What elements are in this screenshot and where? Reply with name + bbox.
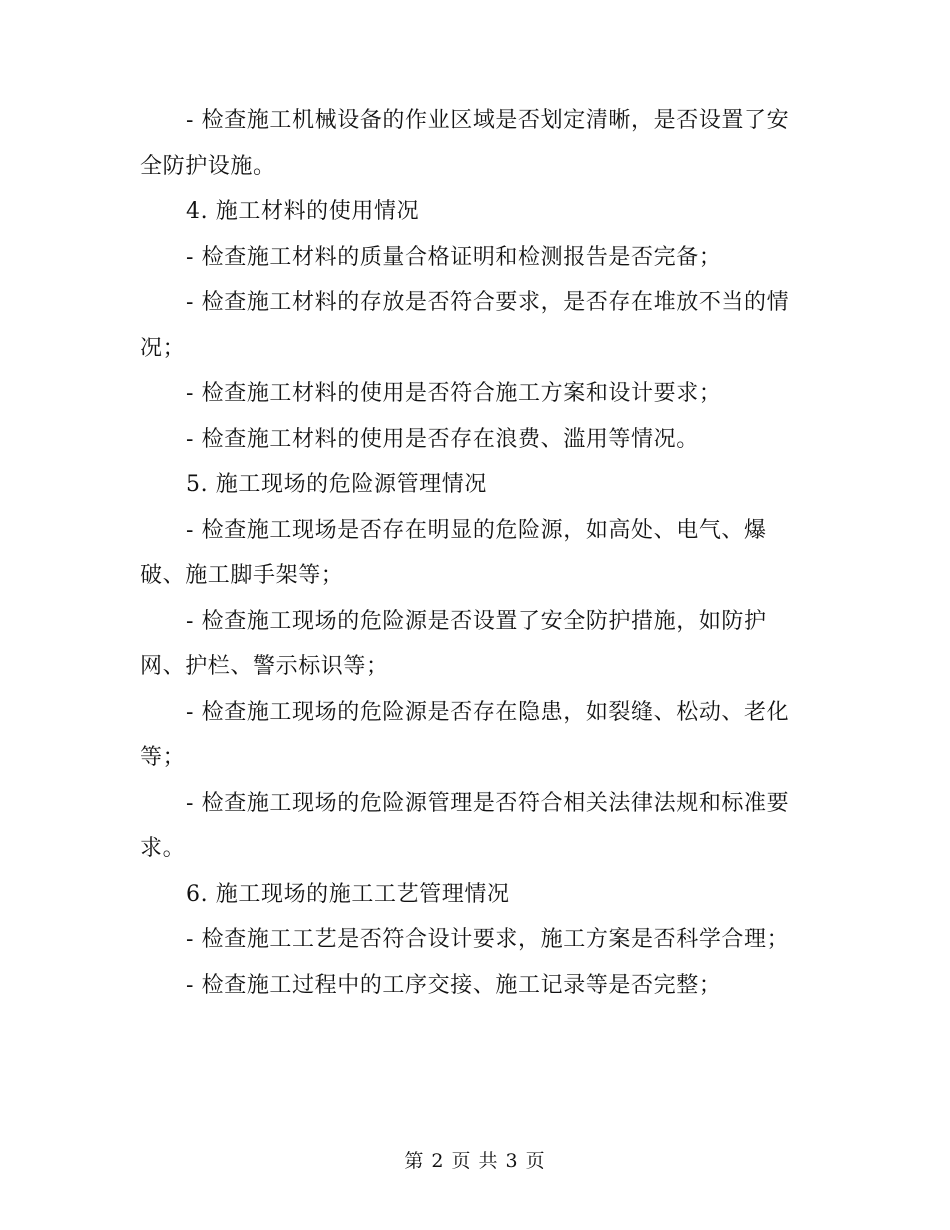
- paragraph: - 检查施工工艺是否符合设计要求，施工方案是否科学合理；: [186, 927, 790, 952]
- page-number-footer: 第 2 页 共 3 页: [404, 1150, 546, 1172]
- paragraph: - 检查施工过程中的工序交接、施工记录等是否完整；: [186, 972, 722, 998]
- section-heading: 6. 施工现场的施工工艺管理情况: [186, 881, 510, 907]
- paragraph: - 检查施工机械设备的作业区域是否划定清晰，是否设置了安全防护设施。: [140, 108, 790, 179]
- section-heading: 5. 施工现场的危险源管理情况: [186, 472, 487, 497]
- section-heading: 4. 施工材料的使用情况: [186, 199, 420, 224]
- paragraph: - 检查施工现场是否存在明显的危险源，如高处、电气、爆破、施工脚手架等；: [140, 517, 767, 588]
- document-body: [140, 98, 800, 1008]
- paragraph: - 检查施工现场的危险源管理是否符合相关法律法规和标准要求。: [140, 790, 790, 861]
- paragraph: - 检查施工材料的使用是否符合施工方案和设计要求；: [186, 381, 722, 406]
- paragraph: - 检查施工现场的危险源是否存在隐患，如裂缝、松动、老化等；: [140, 699, 790, 770]
- paragraph: - 检查施工材料的存放是否符合要求，是否存在堆放不当的情况；: [140, 290, 790, 361]
- paragraph: - 检查施工材料的使用是否存在浪费、滥用等情况。: [186, 426, 699, 452]
- paragraph: - 检查施工现场的危险源是否设置了安全防护措施，如防护网、护栏、警示标识等；: [140, 608, 767, 679]
- paragraph: - 检查施工材料的质量合格证明和检测报告是否完备；: [186, 244, 722, 270]
